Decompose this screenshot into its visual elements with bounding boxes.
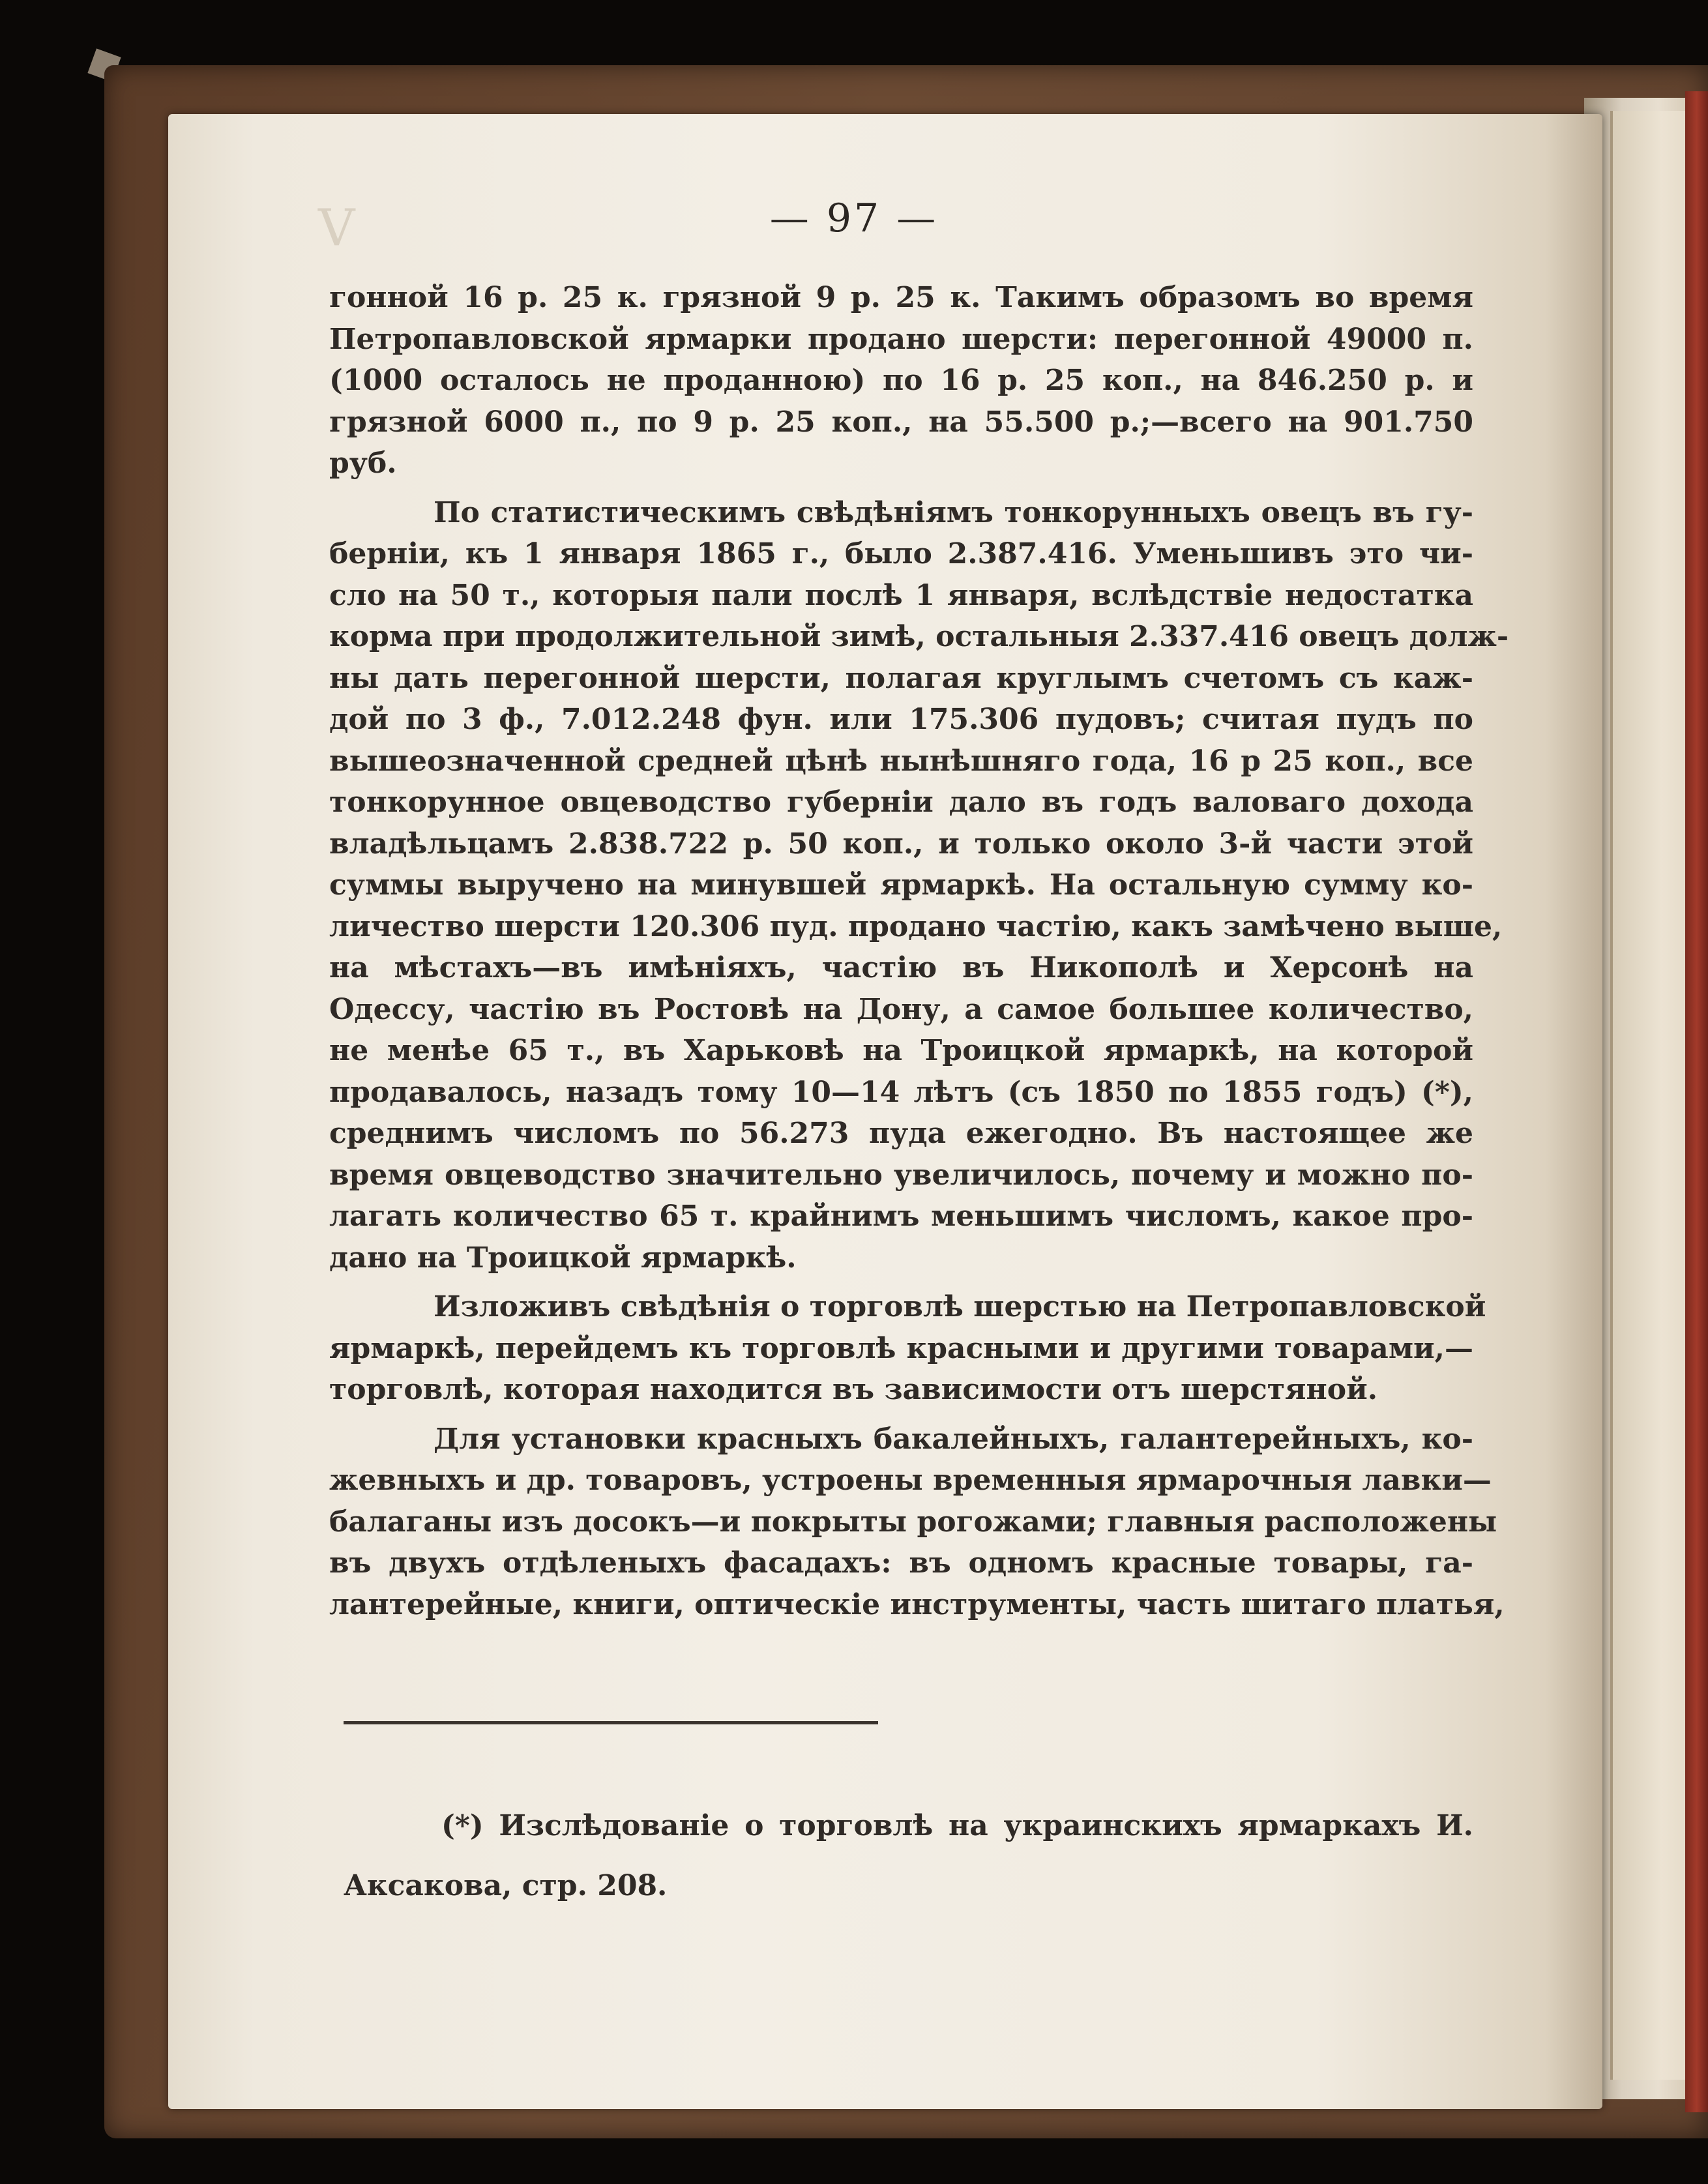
footnote-line: Аксакова, стр. 208.	[344, 1869, 668, 1902]
text-line: Петропавловской ярмарки продано шерсти: перегонной 49000 п.	[329, 322, 1473, 356]
text-line: въ двухъ отдѣленыхъ фасадахъ: въ одномъ красные товары, га-	[329, 1546, 1473, 1580]
footnote	[344, 1796, 1473, 1916]
text-line: балаганы изъ досокъ—и покрыты рогожами; главныя расположены	[329, 1505, 1497, 1539]
paragraph	[329, 1419, 1505, 1626]
footnote-line: (*) Изслѣдованіе о торговлѣ на украинскихъ ярмаркахъ И.	[441, 1809, 1473, 1842]
text-line: гонной 16 р. 25 к. грязной 9 р. 25 к. Такимъ образомъ во время	[329, 281, 1473, 314]
paragraph	[329, 492, 1509, 1279]
text-line: время овцеводство значительно увеличилось, почему и можно по-	[329, 1158, 1473, 1192]
page-number: — 97 —	[769, 196, 939, 241]
paragraph	[329, 1286, 1486, 1411]
footnote-rule	[344, 1721, 878, 1724]
text-line: сло на 50 т., которыя пали послѣ 1 января, вслѣдствіе недостатка	[329, 578, 1473, 612]
paragraph	[329, 277, 1473, 484]
text-line: Изложивъ свѣдѣнія о торговлѣ шерстью на Петропавловской	[434, 1290, 1486, 1323]
text-line: руб.	[329, 447, 397, 480]
text-line: тонкорунное овцеводство губерніи дало въ годъ валоваго дохода	[329, 786, 1473, 819]
text-line: жевныхъ и др. товаровъ, устроены временныя ярмарочныя лавки—	[329, 1464, 1492, 1497]
text-line: берніи, къ 1 января 1865 г., было 2.387.416. Уменьшивъ это чи-	[329, 537, 1473, 570]
text-line: не менѣе 65 т., въ Харьковѣ на Троицкой ярмаркѣ, на которой	[329, 1034, 1473, 1067]
text-line: (1000 осталось не проданною) по 16 р. 25 коп., на 846.250 р. и	[329, 364, 1473, 397]
body-text	[329, 277, 1509, 1625]
text-line: продавалось, назадъ тому 10—14 лѣтъ (съ 1850 по 1855 годъ) (*),	[329, 1075, 1473, 1109]
text-line: лантерейные, книги, оптическіе инструменты, часть шитаго платья,	[329, 1587, 1505, 1621]
margin-mark: V	[318, 199, 355, 258]
text-line: торговлѣ, которая находится въ зависимости отъ шерстяной.	[329, 1373, 1378, 1406]
text-line: дой по 3 ф., 7.012.248 фун. или 175.306 пудовъ; считая пудъ по	[329, 703, 1473, 736]
text-line: суммы выручено на минувшей ярмаркѣ. На остальную сумму ко-	[329, 868, 1473, 902]
text-line: Для установки красныхъ бакалейныхъ, галантерейныхъ, ко-	[434, 1422, 1473, 1456]
text-line: на мѣстахъ—въ имѣніяхъ, частію въ Никополѣ и Херсонѣ на	[329, 951, 1473, 984]
text-line: Одессу, частію въ Ростовѣ на Дону, а самое большее количество,	[329, 992, 1473, 1026]
text-line: ярмаркѣ, перейдемъ къ торговлѣ красными и другими товарами,—	[329, 1331, 1473, 1365]
text-line: владѣльцамъ 2.838.722 р. 50 коп., и только около 3-й части этой	[329, 827, 1473, 861]
text-line: лагать количество 65 т. крайнимъ меньшимъ числомъ, какое про-	[329, 1200, 1473, 1233]
text-line: среднимъ числомъ по 56.273 пуда ежегодно. Въ настоящее же	[329, 1117, 1473, 1150]
text-line: грязной 6000 п., по 9 р. 25 коп., на 55.500 р.;—всего на 901.750	[329, 405, 1473, 439]
text-line: ны дать перегонной шерсти, полагая круглымъ счетомъ съ каж-	[329, 661, 1473, 695]
text-line: По статистическимъ свѣдѣніямъ тонкорунныхъ овецъ въ гу-	[434, 495, 1473, 529]
text-line: вышеозначенной средней цѣнѣ нынѣшняго года, 16 р 25 коп., все	[329, 744, 1473, 778]
text-line: корма при продолжительной зимѣ, остальныя 2.337.416 овецъ долж-	[329, 620, 1509, 653]
text-line: личество шерсти 120.306 пуд. продано частію, какъ замѣчено выше,	[329, 909, 1503, 943]
text-line: дано на Троицкой ярмаркѣ.	[329, 1241, 797, 1275]
red-endband	[1685, 91, 1708, 2112]
